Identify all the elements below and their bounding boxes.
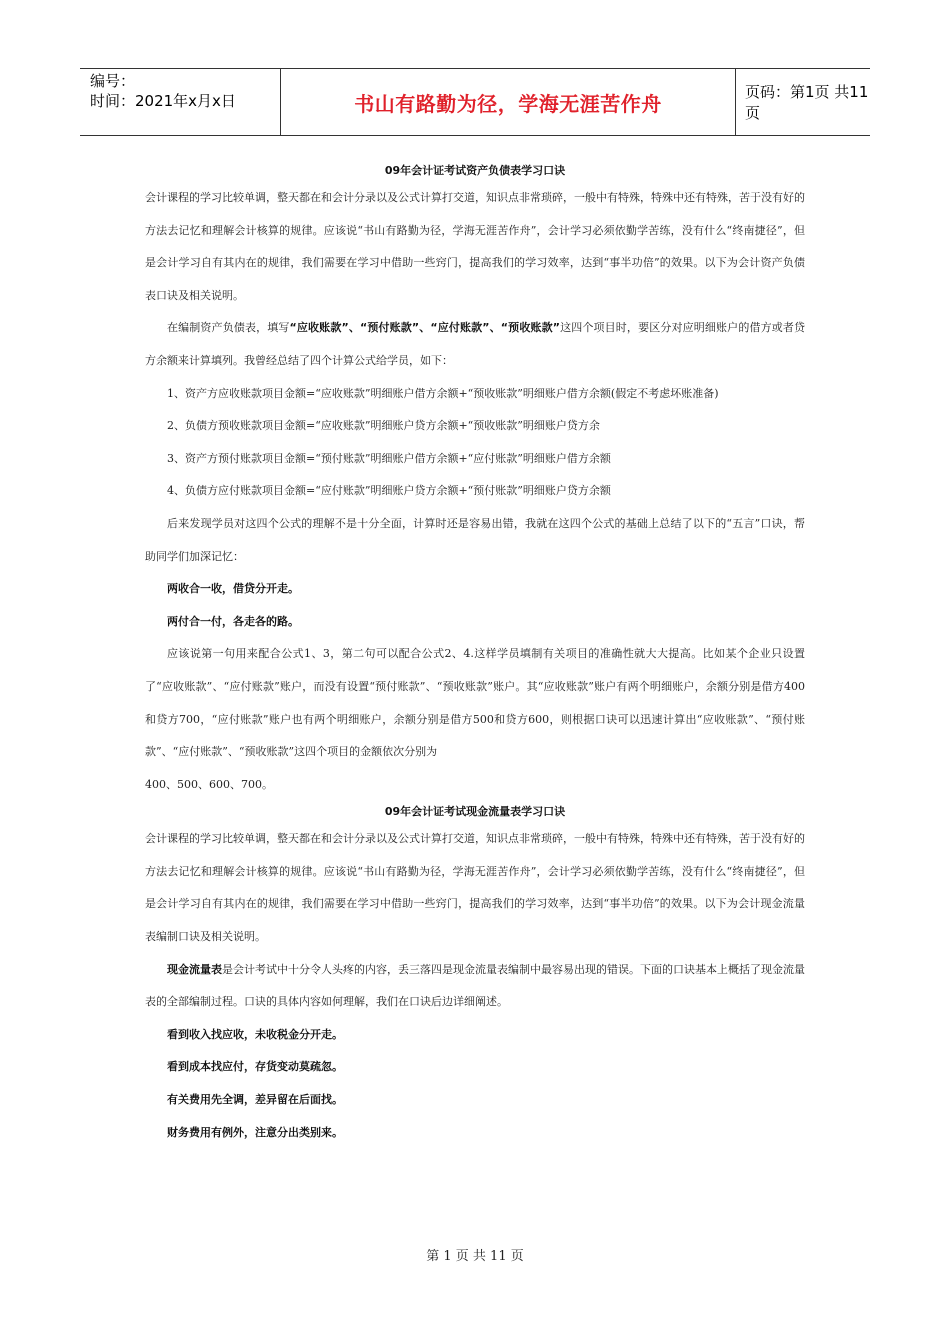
section2-intro: 会计课程的学习比较单调，整天都在和会计分录以及公式计算打交道，知识点非常琐碎，一般中有特殊，特殊中还有特殊，苦于没有好的方法去记忆和理解会计核算的规律。应该说“书山有路勤为径，学海无涯苦作舟”，会计学习必须依勤学苦练，没有什么“终南捷径”，但是会计学习自有其内在的规律，我们需要在学习中借助一些窍门，提高我们的学习效率，达到“事半功倍”的效果。以下为会计现金流量表编制口诀及相关说明。: [145, 832, 805, 944]
page-footer: 第 1 页 共 11 页: [426, 1249, 524, 1264]
header-table: [80, 68, 870, 136]
s2-p2-post: 是会计考试中十分令人头疼的内容，丢三落四是现金流量表编制中最容易出现的错误。下面的口诀基本上概括了现金流量表的全部编制过程。口诀的具体内容如何理解，我们在口诀后边详细阐述。: [145, 962, 805, 1009]
cash-flow-term: 现金流量表: [167, 962, 222, 976]
p2-pre: 在编制资产负债表，填写: [167, 321, 290, 335]
section1-title: 09年会计证考试资产负债表学习口诀: [384, 164, 566, 177]
header-meta: [80, 69, 281, 135]
formula-3: 3、资产方预付账款项目金额=“预付账款”明细账户借方余额+“应付账款”明细账户借方余额: [167, 451, 611, 465]
formula-4: 4、负债方应付账款项目金额=“应付账款”明细账户贷方余额+“预付账款”明细账户贷方余额: [167, 484, 611, 498]
header-motto: 书山有路勤为径，学海无涯苦作舟: [281, 69, 736, 135]
verse2-line-2: 看到成本找应付，存货变动莫疏忽。: [167, 1060, 343, 1074]
p2-post: 这四个项目时，要区分对应明细账户的借方或者贷方余额来计算填列。我曾经总结了四个计算公式给学员，如下：: [145, 321, 806, 367]
header-page-info: 页码：第1页 共11页: [745, 83, 869, 122]
verse2-line-1: 看到收入找应收，未收税金分开走。: [167, 1027, 343, 1041]
section2-paragraph-2: [145, 954, 805, 1019]
verse-line-1: 两收合一收，借贷分开走。: [167, 582, 299, 596]
time-label: 时间：2021年x月x日: [90, 92, 236, 110]
verse-line-2: 两付合一付，各走各的路。: [167, 614, 299, 628]
p2-accounts: “应收账款”、“预付账款”、“应付账款”、“预收账款”: [289, 321, 560, 335]
verse2-line-3: 有关费用先全调，差异留在后面找。: [167, 1093, 343, 1107]
section1-paragraph-3: 后来发现学员对这四个公式的理解不是十分全面，计算时还是容易出错，我就在这四个公式的基础上总结了以下的“五言”口诀，帮助同学们加深记忆：: [145, 516, 805, 563]
section1-paragraph-4: 应该说第一句用来配合公式1、3，第二句可以配合公式2、4.这样学员填制有关项目的准确性就大大提高。比如某个企业只设置了“应收账款”、“应付账款”账户，而没有设置“预付账款”、“预收账款”账户。其“应收账款”账户有两个明细账户，余额分别是借方400和贷方700，“应付账款”账户也有两个明细账户，余额分别是借方500和贷方600，则根据口诀可以迅速计算出“应收账款”、“预付账款”、“应付账款”、“预收账款”这四个项目的金额依次分别为: [145, 647, 805, 759]
number-label: 编号：: [90, 72, 136, 90]
document-body: [145, 160, 805, 1149]
formula-2: 2、负债方预收账款项目金额=“应收账款”明细账户贷方余额+“预收账款”明细账户贷方余: [167, 419, 600, 433]
section1-intro: 会计课程的学习比较单调，整天都在和会计分录以及公式计算打交道，知识点非常琐碎，一般中有特殊，特殊中还有特殊，苦于没有好的方法去记忆和理解会计核算的规律。应该说“书山有路勤为径，学海无涯苦作舟”，会计学习必须依勤学苦练，没有什么“终南捷径”，但是会计学习自有其内在的规律，我们需要在学习中借助一些窍门，提高我们的学习效率，达到“事半功倍”的效果。以下为会计资产负债表口诀及相关说明。: [145, 191, 805, 302]
formula-1: 1、资产方应收账款项目金额=“应收账款”明细账户借方余额+“预收账款”明细账户借方余额(假定不考虑坏账准备): [167, 386, 719, 400]
section1-paragraph-2: [145, 312, 805, 377]
section2-title: 09年会计证考试现金流量表学习口诀: [384, 805, 566, 819]
verse2-line-4: 财务费用有例外，注意分出类别来。: [167, 1125, 343, 1139]
section1-paragraph-4-tail: 400、500、600、700。: [145, 777, 273, 791]
